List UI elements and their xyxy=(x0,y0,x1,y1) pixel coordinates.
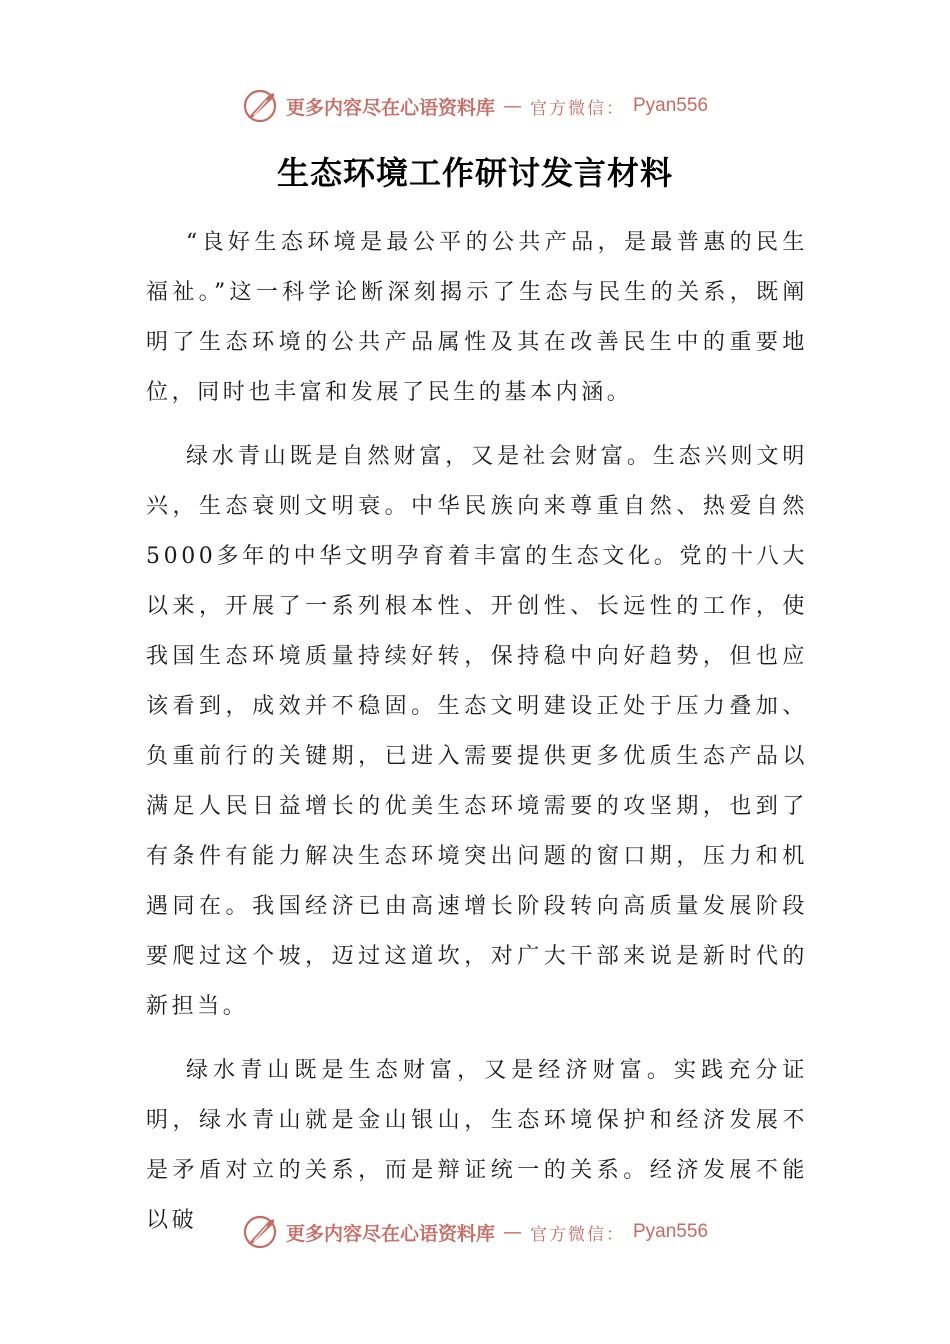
quill-logo-icon xyxy=(242,1214,278,1250)
document-body xyxy=(146,218,808,1260)
document-title: 生态环境工作研讨发言材料 xyxy=(276,154,673,192)
watermark-contact-id: Pyan556 xyxy=(633,1221,709,1242)
watermark-site-name: 更多内容尽在心语资料库 xyxy=(285,1222,495,1245)
quill-logo-icon xyxy=(242,88,278,124)
watermark-dash: — xyxy=(503,95,522,117)
watermark-header xyxy=(0,86,950,126)
paragraph: “良好生态环境是最公平的公共产品，是最普惠的民生福祉。”这一科学论断深刻揭示了生态与民生的关系，既阐明了生态环境的公共产品属性及其在改善民生中的重要地位，同时也丰富和发展了民生的基本内涵。 xyxy=(146,230,808,405)
watermark-footer xyxy=(0,1212,950,1252)
watermark-dash: — xyxy=(503,1221,522,1243)
watermark-contact-label: 官方微信： xyxy=(530,98,625,119)
watermark-contact-label: 官方微信： xyxy=(530,1224,625,1245)
watermark-site-name: 更多内容尽在心语资料库 xyxy=(285,96,495,119)
paragraph: 绿水青山既是生态财富，又是经济财富。实践充分证明，绿水青山就是金山银山，生态环境保护和经济发展不是矛盾对立的关系，而是辩证统一的关系。经济发展不能以破 xyxy=(146,1058,808,1233)
watermark-contact-id: Pyan556 xyxy=(633,95,709,116)
paragraph: 绿水青山既是自然财富，又是社会财富。生态兴则文明兴，生态衰则文明衰。中华民族向来尊重自然、热爱自然5000多年的中华文明孕育着丰富的生态文化。党的十八大以来，开展了一系列根本性、开创性、长远性的工作，使我国生态环境质量持续好转，保持稳中向好趋势，但也应该看到，成效并不稳固。生态文明建设正处于压力叠加、负重前行的关键期，已进入需要提供更多优质生态产品以满足人民日益增长的优美生态环境需要的攻坚期，也到了有条件有能力解决生态环境突出问题的窗口期，压力和机遇同在。我国经济已由高速增长阶段转向高质量发展阶段要爬过这个坡，迈过这道坎，对广大干部来说是新时代的新担当。 xyxy=(146,444,808,1019)
